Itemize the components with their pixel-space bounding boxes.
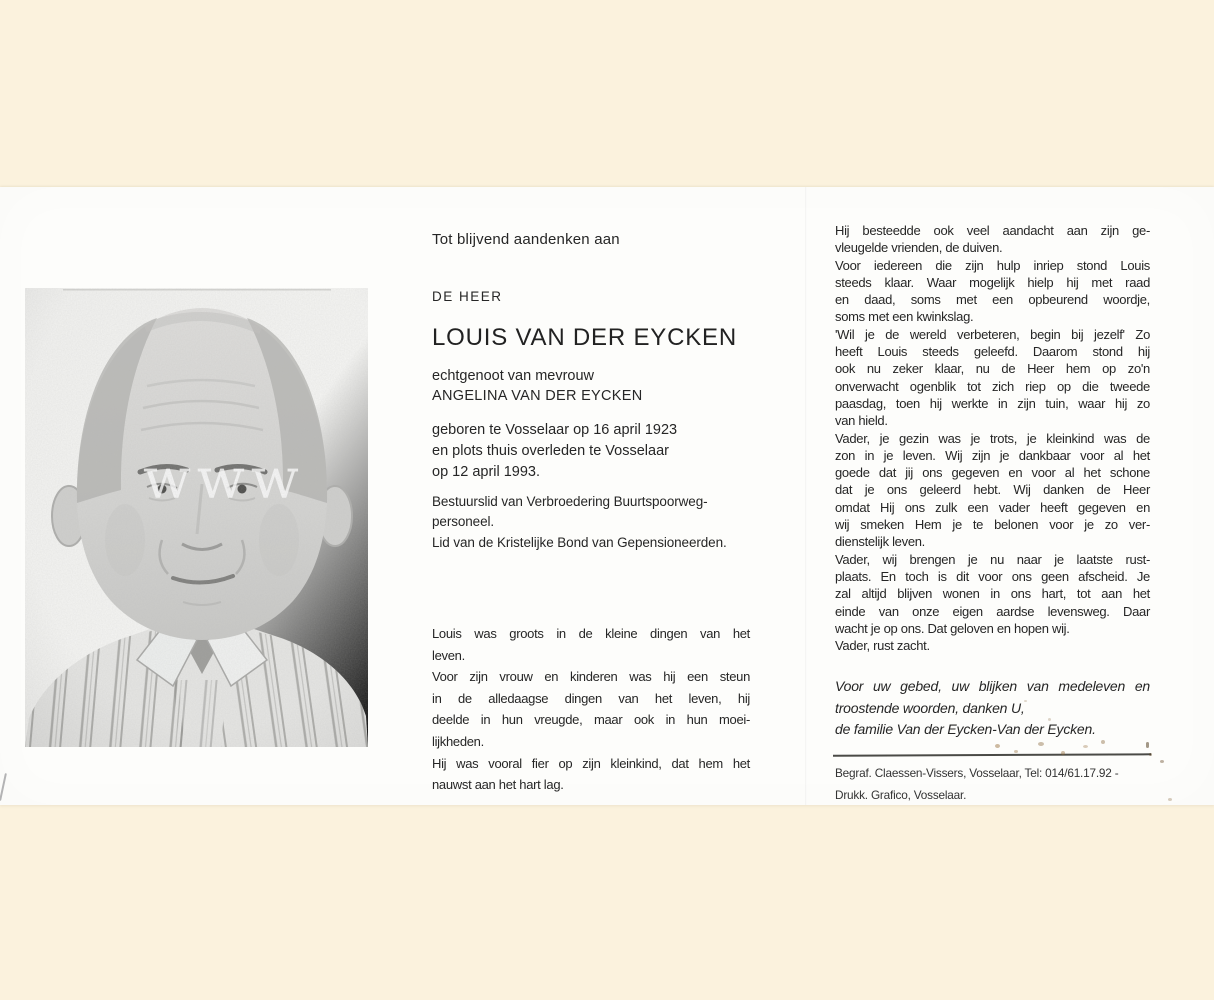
photo-vignette (25, 288, 368, 747)
spouse-prefix: echtgenoot van mevrouw (432, 368, 595, 384)
eulogy-text: Hij besteedde ook veel aandacht aan zijn ge- vleugelde vrienden, de duiven. Voor iedereen die zijn hulp inriep stond Louis steeds klaar. Waar mogelijk hielp hij met raad en daad, soms met een opbeurend woordje, soms met een kwinkslag. 'Wil je de wereld verbeteren, begin bij jezelf' Zo heeft Louis steeds geleefd. Daarom stond hij ook nu zeker klaar, nu de Heer hem op zo'n onverwacht ogenblik tot zich riep op die tweede paasdag, toen hij werkte in zijn tuin, waar hij zo van hield. Vader, je gezin was je trots, je kleinkind was de zon in je leven. Wij zijn je dankbaar voor al het goede dat jij ons gegeven en voor al het schone dat je ons geleerd hebt. Wij danken de Heer omdat Hij ons zulk een vader heeft gegeven en wij smeken Hem je te belonen voor je zo ver- dienstelijk leven. Vader, wij brengen je nu naar je laatste rust- plaats. En toch is dit voor ons geen afscheid. Je zal altijd blijven wonen in ons hart, tot aan het einde van onze eigen aardse levensweg. Daar wacht je op ons. Dat geloven en hopen wij. Vader, rust zacht. (835, 223, 1150, 654)
portrait-illustration (25, 288, 368, 747)
card-fold-line (805, 187, 807, 805)
tribute-paragraphs: Louis was groots in de kleine dingen van het leven. Voor zijn vrouw en kinderen was hij een steun in de alledaagse dingen van het leven, hij deelde in hun vreugde, maar ook in hun moei- lijkheden. Hij was vooral fier op zijn kleinkind, dat hem het nauwst aan het hart lag. (432, 626, 750, 793)
birth-death-lines: geboren te Vosselaar op 16 april 1923 en plots thuis overleden te Vosselaar op 12 april 1993. (432, 422, 678, 480)
funeral-printer-info: Begraf. Claessen-Vissers, Vosselaar, Tel: 014/61.17.92 - Drukk. Grafico, Vosselaar. (835, 766, 1119, 802)
acknowledgement-text: Voor uw gebed, uw blijken van medeleven en troostende woorden, danken U, de familie Van der Eycken-Van der Eycken. (835, 678, 1150, 737)
portrait-photo (25, 288, 368, 747)
deceased-name: LOUIS VAN DER EYCKEN (432, 324, 737, 351)
spouse-name: ANGELINA VAN DER EYCKEN (432, 388, 643, 404)
honorific: DE HEER (432, 289, 503, 304)
intro-line: Tot blijvend aandenken aan (432, 231, 620, 248)
membership-lines: Bestuurslid van Verbroedering Buurtspoorweg- personeel. Lid van de Kristelijke Bond van Gepensioneerden. (432, 494, 727, 550)
